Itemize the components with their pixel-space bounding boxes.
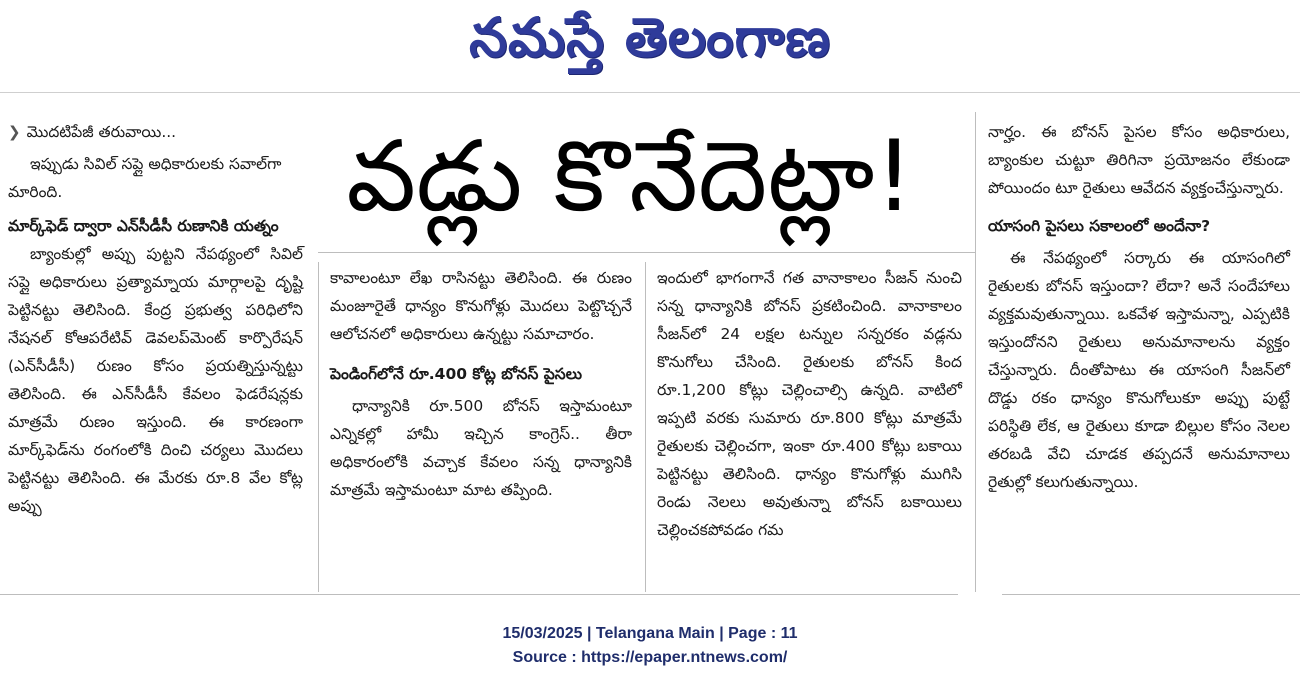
body-paragraph: కావాలంటూ లేఖ రాసినట్టు తెలిసింది. ఈ రుణం మంజూరైతే ధాన్యం కొనుగోళ్లు మొదలు పెట్టొచ్చనే ఆలోచనలో అధికారులు ఉన్నట్టు సమాచారం. [330,269,632,343]
column-divider [318,262,319,592]
headline-bottom-rule [318,252,975,253]
subhead-yasangi: యాసంగి పైసలు సకాలంలో అందేనా? [988,217,1211,235]
body-paragraph: బ్యాంకుల్లో అప్పు పుట్టని నేపథ్యంలో సివిల్ సప్లై అధికారులు ప్రత్యామ్నాయ మార్గాలపై దృష్టి పెట్టినట్టు తెలిసింది. కేంద్ర ప్రభుత్వ పరిధిలోని నేషనల్ కోఆపరేటివ్ డెవలప్‌మెంట్ కార్పొరేషన్ (ఎన్‌సీడీసీ) రుణం కోసం ప్రయత్నిస్తున్నట్టు తెలిసింది. ఈ ఎన్‌సీడీసీ కేవలం ఫెడరేషన్లకు మాత్రమే రుణం ఇస్తుంది. ఈ కారణంగా మార్క్‌ఫెడ్‌ను రంగంలోకి దించి చర్యలు మొదలు పెట్టినట్టు తెలిసింది. ఈ మేరకు రూ.8 వేల కోట్ల అప్పు [8,245,303,515]
column-4 [988,118,1290,496]
article-bottom-rule [1002,594,1300,595]
masthead-divider [0,92,1300,93]
column-2 [330,264,632,504]
column-3 [657,264,962,544]
body-paragraph: ఈ నేపథ్యంలో సర్కారు ఈ యాసంగిలో రైతులకు బోనస్ ఇస్తుందా? లేదా? అనే సందేహాలు వ్యక్తమవుతున్నాయి. ఒకవేళ ఇస్తామన్నా, ఎప్పటికి ఇస్తుందోనని రైతులు అనుమానాలను వ్యక్తం చేస్తున్నారు. దీంతోపాటు ఈ యాసంగి సీజన్‌లో దొడ్డు రకం ధాన్యం కొనుగోలుకూ అప్పు పుట్టే పరిస్థితి లేక, ఆ రైతులు కూడా బిల్లుల కోసం నెలల తరబడి వేచి చూడక తప్పదనే అనుమానాలు రైతుల్లో కలుగుతున్నాయి. [988,249,1290,491]
column-1 [8,118,303,520]
continued-marker [8,118,303,146]
masthead [0,0,1300,88]
footer-date-page: 15/03/2025 | Telangana Main | Page : 11 [502,625,798,642]
column-divider [975,112,976,592]
article-bottom-rule [0,594,958,595]
footer [0,622,1300,670]
subhead-bonus-pending: పెండింగ్‌లోనే రూ.400 కోట్ల బోనస్ పైసలు [330,365,583,383]
body-paragraph: ధాన్యానికి రూ.500 బోనస్ ఇస్తామంటూ ఎన్నికల్లో హామీ ఇచ్చిన కాంగ్రెస్.. తీరా అధికారంలోకి వచ్చాక కేవలం సన్న ధాన్యానికి మాత్రమే ఇస్తామంటూ మాట తప్పింది. [330,397,632,499]
headline: వడ్లు కొనేదెట్లా! [346,120,914,234]
body-paragraph: ఇందులో భాగంగానే గత వానాకాలం సీజన్ నుంచి సన్న ధాన్యానికి బోనస్ ప్రకటించింది. వానాకాలం సీజన్‌లో 24 లక్షల టన్నుల సన్నరకం వడ్లను కొనుగోలు చేసింది. రైతులకు బోనస్ కింద రూ.1,200 కోట్లు చెల్లించాల్సి ఉన్నది. వాటిలో ఇప్పటి వరకు సుమారు రూ.800 కోట్లు మాత్రమే రైతులకు చెల్లించగా, ఇంకా రూ.400 కోట్లు బకాయి పెట్టినట్టు తెలిసింది. ధాన్యం కొనుగోళ్లు ముగిసి రెండు నెలలు అవుతున్నా బోనస్ బకాయిలు చెల్లించకపోవడం గమ [657,269,962,539]
masthead-logo: నమస్తే తెలంగాణ [469,6,831,69]
continued-label: మొదటిపేజీ తరువాయి... [26,123,177,141]
subhead-ncdc: మార్క్‌ఫెడ్ ద్వారా ఎన్‌సీడీసీ రుణానికి యత్నం [8,217,279,235]
body-paragraph: నార్హం. ఈ బోనస్ పైసల కోసం అధికారులు, బ్యాంకుల చుట్టూ తిరిగినా ప్రయోజనం లేకుండా పోయిందం టూ రైతులు ఆవేదన వ్యక్తంచేస్తున్నారు. [988,123,1290,197]
column-divider [645,262,646,592]
footer-source: Source : https://epaper.ntnews.com/ [512,649,788,666]
chevron-right-icon: ❯ [8,123,21,141]
intro-paragraph: ఇప్పుడు సివిల్ సప్లై అధికారులకు సవాల్‌గా మారింది. [8,155,282,201]
